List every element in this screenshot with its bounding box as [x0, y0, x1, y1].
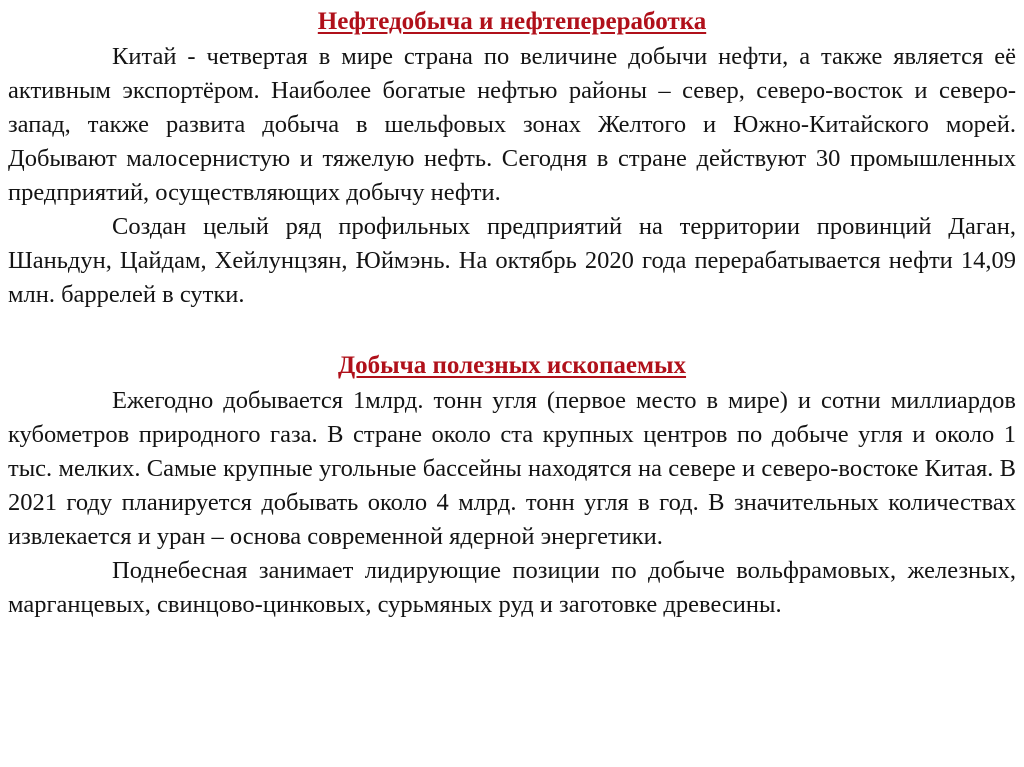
- section-spacer: [8, 312, 1016, 348]
- paragraph-oil-production: Китай - четвертая в мире страна по величине добычи нефти, а также является её активным экспортёром. Наиболее богатые нефтью районы – север, северо-восток и северо-запад, также развита добыча в шельфовых зонах Желтого и Южно-Китайского морей. Добывают малосернистую и тяжелую нефть. Сегодня в стране действуют 30 промышленных предприятий, осуществляющих добычу нефти.: [8, 43, 1016, 206]
- paragraph-oil-refining: Создан целый ряд профильных предприятий на территории провинций Даган, Шаньдун, Цайдам, Хейлунцзян, Юймэнь. На октябрь 2020 года перерабатывается нефти 14,09 млн. баррелей в сутки.: [8, 213, 1016, 308]
- paragraph-ores-timber: Поднебесная занимает лидирующие позиции по добыче вольфрамовых, железных, марганцевых, свинцово-цинковых, сурьмяных руд и заготовке древесины.: [8, 557, 1016, 618]
- paragraph-coal-gas: Ежегодно добывается 1млрд. тонн угля (первое место в мире) и сотни миллиардов кубометров природного газа. В стране около ста крупных центров по добыче угля и около 1 тыс. мелких. Самые крупные угольные бассейны находятся на севере и северо-востоке Китая. В 2021 году планируется добывать около 4 млрд. тонн угля в год. В значительных количествах извлекается и уран – основа современной ядерной энергетики.: [8, 387, 1016, 550]
- slide-content: [8, 4, 1016, 622]
- section-title-oil: Нефтедобыча и нефтепереработка: [317, 8, 707, 35]
- section-title-minerals: Добыча полезных ископаемых: [337, 352, 687, 379]
